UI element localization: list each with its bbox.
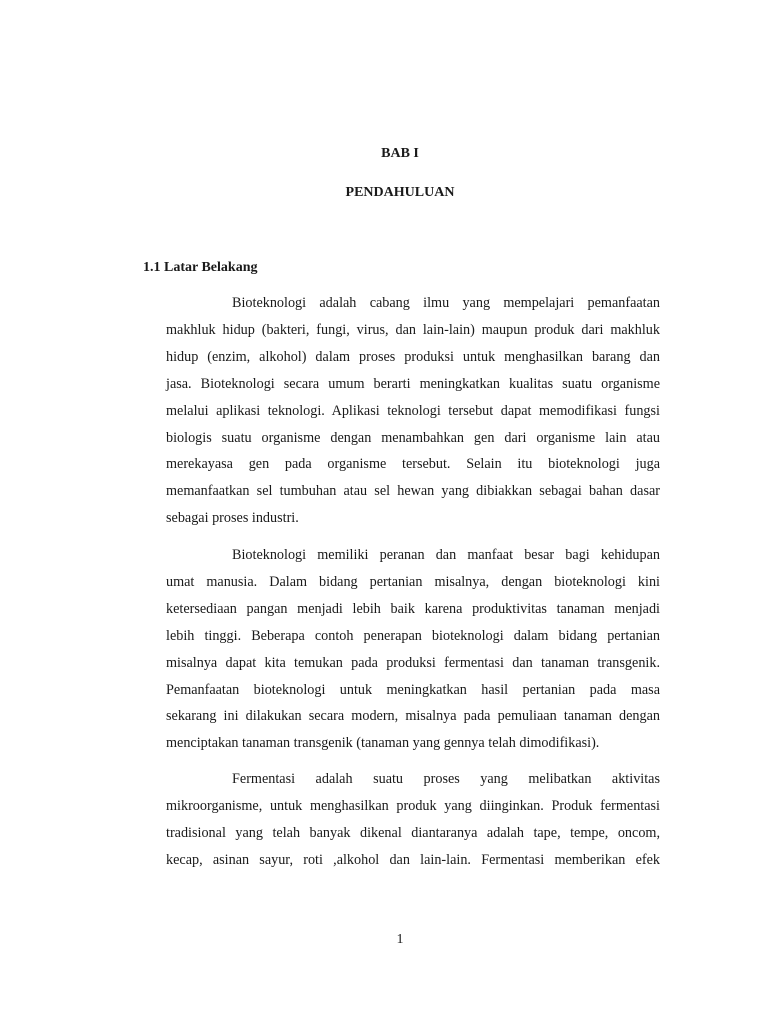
text-line: memanfaatkan sel tumbuhan atau sel hewan yang dibiakkan sebagai bahan dasar bbox=[166, 483, 660, 500]
chapter-number: BAB I bbox=[381, 146, 419, 161]
text-line: mikroorganisme, untuk menghasilkan produk yang diinginkan. Produk fermentasi bbox=[166, 797, 660, 814]
text-line: ketersediaan pangan menjadi lebih baik karena produktivitas tanaman menjadi bbox=[166, 600, 660, 617]
chapter-title: PENDAHULUAN bbox=[345, 185, 455, 200]
section-heading: 1.1 Latar Belakang bbox=[143, 260, 258, 275]
text-line: hidup (enzim, alkohol) dalam proses produksi untuk menghasilkan barang dan bbox=[166, 348, 660, 365]
text-line: Bioteknologi adalah cabang ilmu yang mempelajari pemanfaatan bbox=[232, 295, 660, 311]
text-line: Bioteknologi memiliki peranan dan manfaat besar bagi kehidupan bbox=[232, 547, 660, 563]
text-line: biologis suatu organisme dengan menambahkan gen dari organisme lain atau bbox=[166, 429, 660, 446]
text-line: lebih tinggi. Beberapa contoh penerapan bioteknologi dalam bidang pertanian bbox=[166, 627, 660, 644]
page-number: 1 bbox=[396, 932, 404, 947]
text-line: umat manusia. Dalam bidang pertanian misalnya, dengan bioteknologi kini bbox=[166, 573, 660, 590]
text-line: sekarang ini dilakukan secara modern, misalnya pada pemuliaan tanaman dengan bbox=[166, 708, 660, 725]
text-line: kecap, asinan sayur, roti ,alkohol dan lain-lain. Fermentasi memberikan efek bbox=[166, 851, 660, 868]
text-line: sebagai proses industri. bbox=[166, 510, 299, 527]
text-line: menciptakan tanaman transgenik (tanaman yang gennya telah dimodifikasi). bbox=[166, 735, 600, 752]
text-line: tradisional yang telah banyak dikenal diantaranya adalah tape, tempe, oncom, bbox=[166, 824, 660, 841]
text-line: merekayasa gen pada organisme tersebut. Selain itu bioteknologi juga bbox=[166, 456, 660, 473]
text-line: Pemanfaatan bioteknologi untuk meningkatkan hasil pertanian pada masa bbox=[166, 681, 660, 698]
text-line: jasa. Bioteknologi secara umum berarti meningkatkan kualitas suatu organisme bbox=[166, 375, 660, 392]
text-line: Fermentasi adalah suatu proses yang melibatkan aktivitas bbox=[232, 771, 660, 787]
text-line: misalnya dapat kita temukan pada produksi fermentasi dan tanaman transgenik. bbox=[166, 654, 660, 671]
text-line: melalui aplikasi teknologi. Aplikasi teknologi tersebut dapat memodifikasi fungsi bbox=[166, 402, 660, 419]
text-line: makhluk hidup (bakteri, fungi, virus, dan lain-lain) maupun produk dari makhluk bbox=[166, 321, 660, 338]
